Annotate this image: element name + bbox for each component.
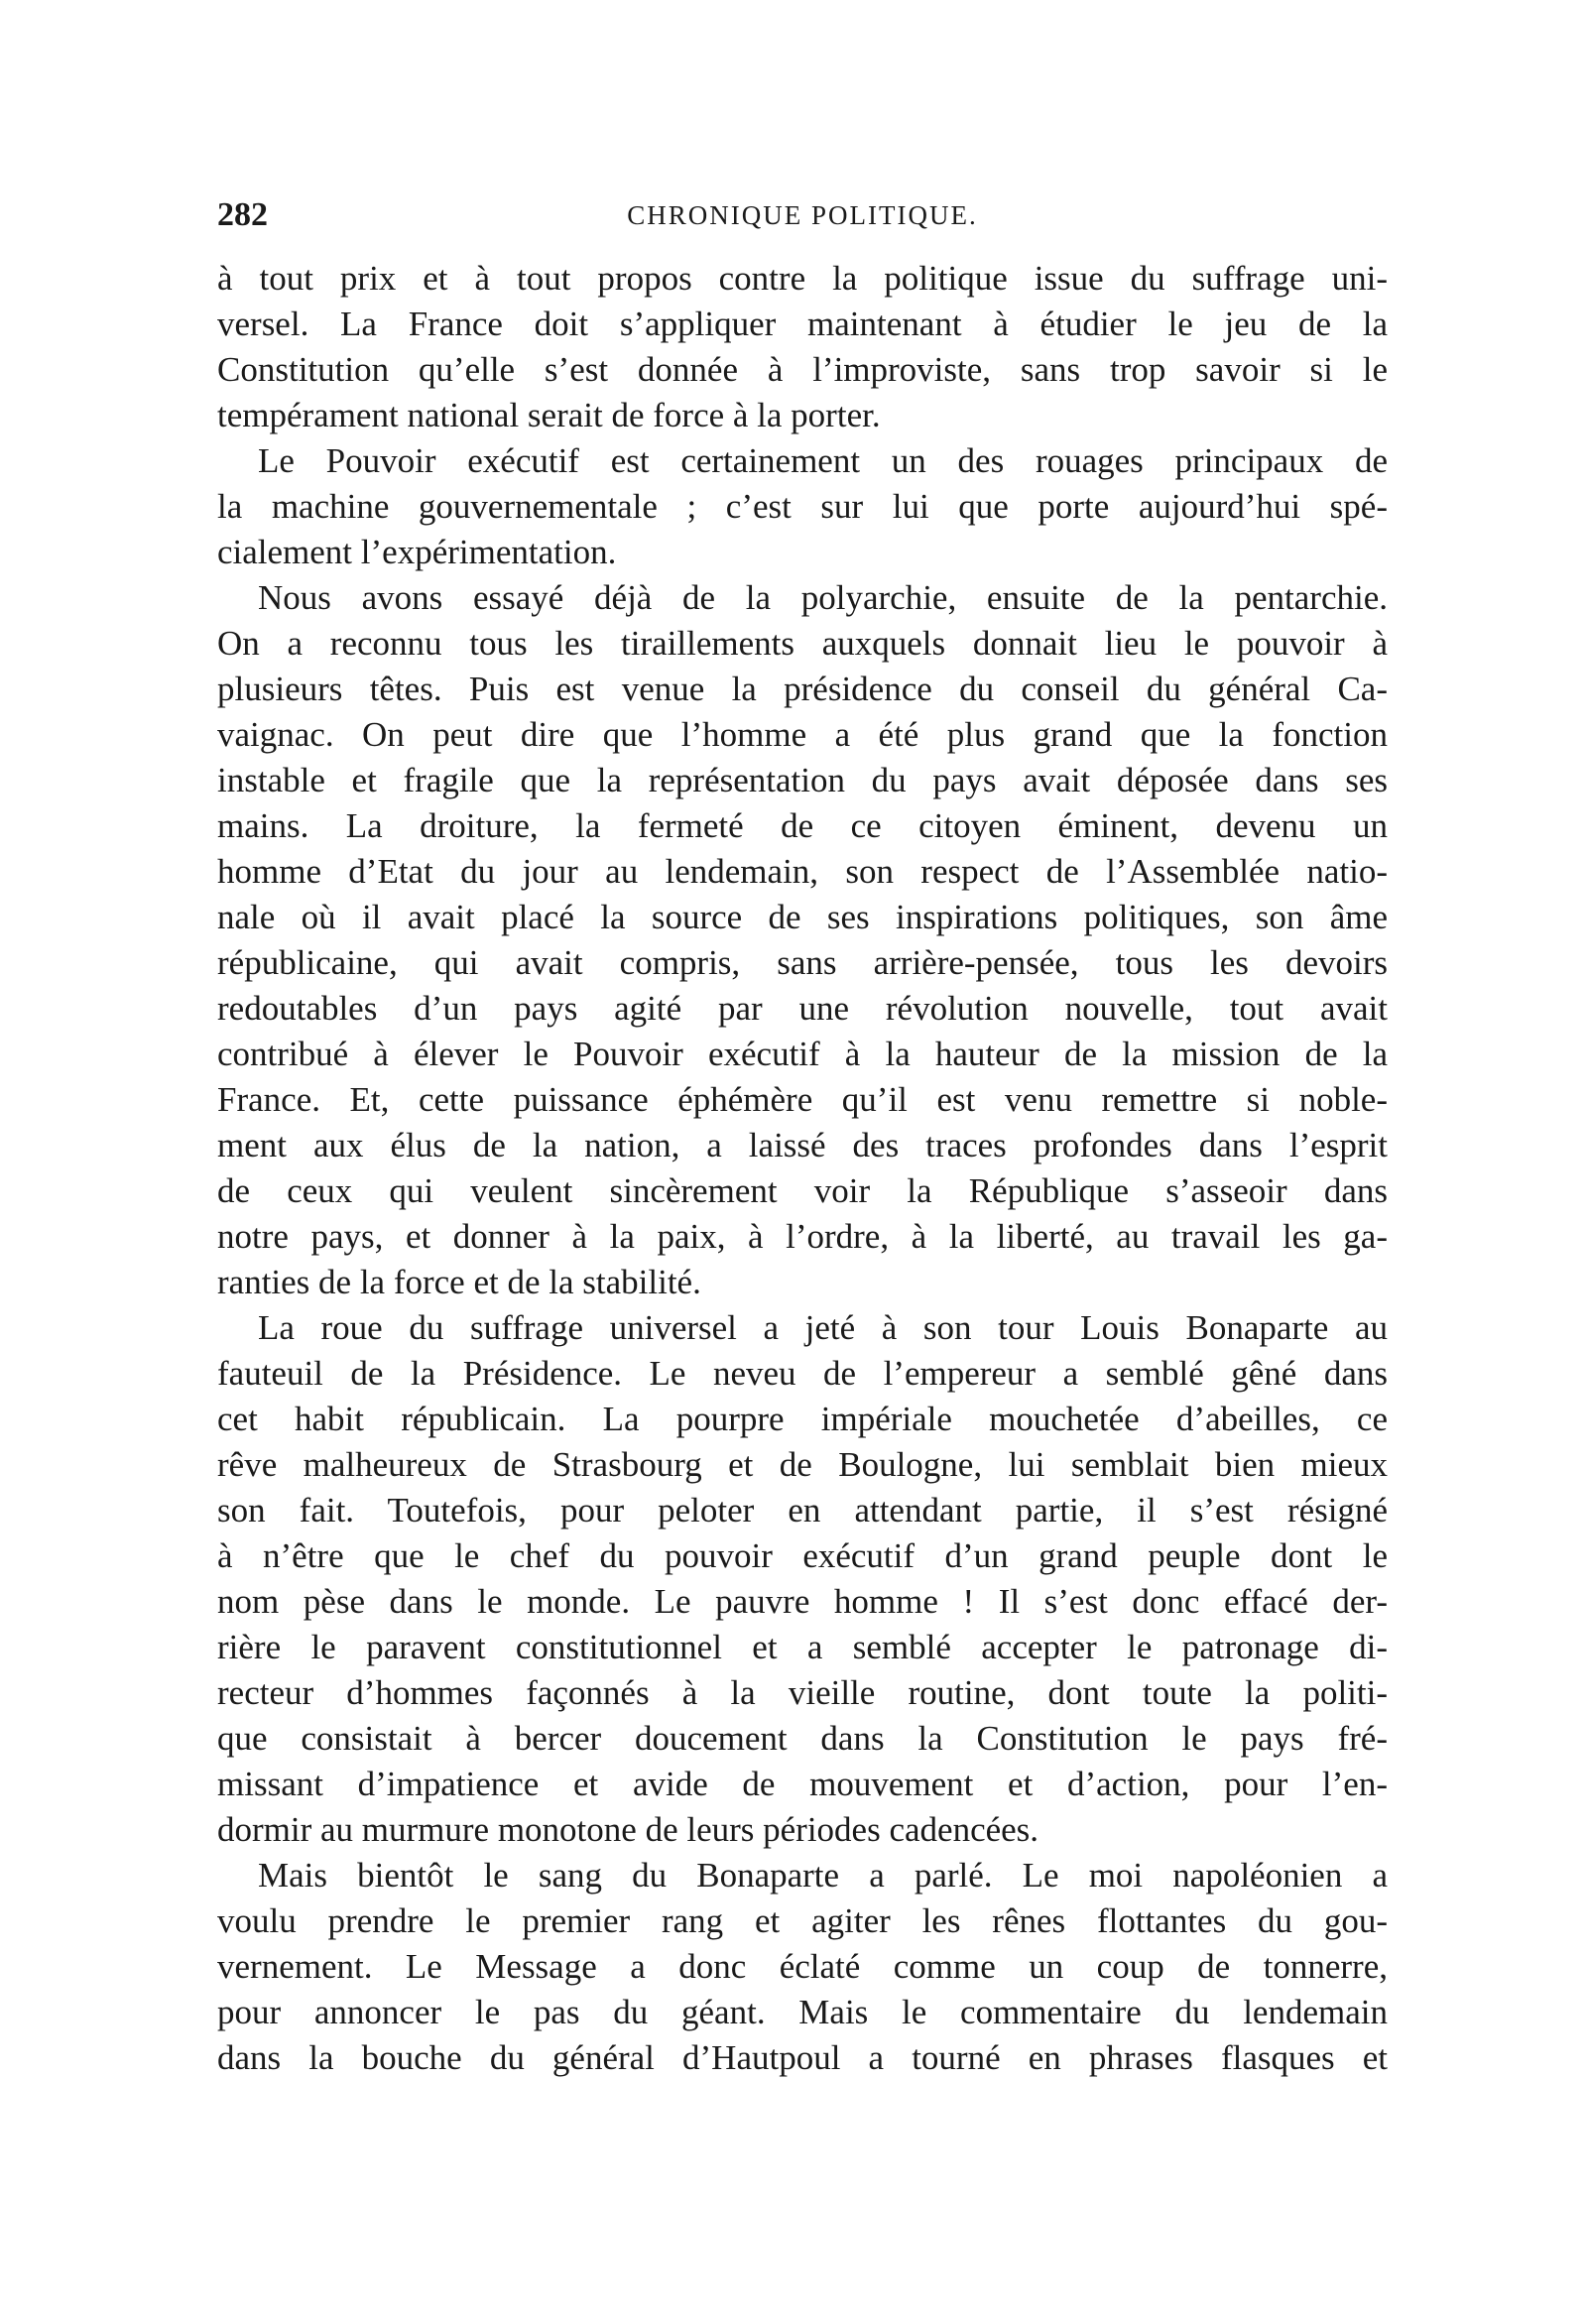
text-line: dans la bouche du général d’Hautpoul a tourné en phrases flasques et xyxy=(217,2038,1388,2077)
text-line: homme d’Etat du jour au lendemain, son respect de l’Assemblée natio- xyxy=(217,852,1388,891)
text-line: dormir au murmure monotone de leurs périodes cadencées. xyxy=(217,1810,1039,1849)
text-line: La roue du suffrage universel a jeté à son tour Louis Bonaparte au xyxy=(258,1308,1388,1347)
text-line: rêve malheureux de Strasbourg et de Boulogne, lui semblait bien mieux xyxy=(217,1445,1388,1484)
text-line: Constitution qu’elle s’est donnée à l’improviste, sans trop savoir si le xyxy=(217,350,1388,389)
text-line: ranties de la force et de la stabilité. xyxy=(217,1263,701,1301)
text-line: rière le paravent constitutionnel et a semblé accepter le patronage di- xyxy=(217,1628,1388,1666)
text-line: notre pays, et donner à la paix, à l’ordre, à la liberté, au travail les ga- xyxy=(217,1217,1388,1256)
text-line: versel. La France doit s’appliquer maintenant à étudier le jeu de la xyxy=(217,305,1388,343)
text-line: missant d’impatience et avide de mouvement et d’action, pour l’en- xyxy=(217,1765,1388,1803)
text-line: France. Et, cette puissance éphémère qu’il est venu remettre si noble- xyxy=(217,1080,1388,1119)
text-line: mains. La droiture, la fermeté de ce citoyen éminent, devenu un xyxy=(217,806,1388,845)
text-line: pour annoncer le pas du géant. Mais le commentaire du lendemain xyxy=(217,1993,1388,2031)
page-number: 282 xyxy=(217,196,268,233)
page-header xyxy=(217,196,1388,236)
text-line: Le Pouvoir exécutif est certainement un des rouages principaux de xyxy=(258,441,1388,480)
text-line: redoutables d’un pays agité par une révolution nouvelle, tout avait xyxy=(217,989,1388,1028)
text-line: ment aux élus de la nation, a laissé des traces profondes dans l’esprit xyxy=(217,1126,1388,1164)
text-line: à tout prix et à tout propos contre la politique issue du suffrage uni- xyxy=(217,259,1388,298)
text-line: nom pèse dans le monde. Le pauvre homme ! Il s’est donc effacé der- xyxy=(217,1582,1388,1621)
text-line: On a reconnu tous les tiraillements auxquels donnait lieu le pouvoir à xyxy=(217,624,1388,663)
text-line: recteur d’hommes façonnés à la vieille routine, dont toute la politi- xyxy=(217,1673,1388,1712)
text-line: contribué à élever le Pouvoir exécutif à la hauteur de la mission de la xyxy=(217,1035,1388,1073)
body-text xyxy=(217,256,1388,2081)
text-line: républicaine, qui avait compris, sans arrière-pensée, tous les devoirs xyxy=(217,943,1388,982)
running-title: CHRONIQUE POLITIQUE. xyxy=(627,200,978,230)
text-line: instable et fragile que la représentation du pays avait déposée dans ses xyxy=(217,761,1388,799)
text-line: Mais bientôt le sang du Bonaparte a parlé. Le moi napoléonien a xyxy=(258,1856,1388,1895)
text-line: que consistait à bercer doucement dans la Constitution le pays fré- xyxy=(217,1719,1388,1758)
text-line: nale où il avait placé la source de ses inspirations politiques, son âme xyxy=(217,898,1388,936)
text-line: cialement l’expérimentation. xyxy=(217,533,617,571)
text-line: Nous avons essayé déjà de la polyarchie, ensuite de la pentarchie. xyxy=(258,578,1388,617)
text-line: plusieurs têtes. Puis est venue la présidence du conseil du général Ca- xyxy=(217,670,1388,708)
text-line: tempérament national serait de force à la porter. xyxy=(217,396,881,434)
text-line: son fait. Toutefois, pour peloter en attendant partie, il s’est résigné xyxy=(217,1491,1388,1529)
text-line: fauteuil de la Présidence. Le neveu de l’empereur a semblé gêné dans xyxy=(217,1354,1388,1393)
text-line: vernement. Le Message a donc éclaté comme un coup de tonnerre, xyxy=(217,1947,1388,1986)
text-line: de ceux qui veulent sincèrement voir la République s’asseoir dans xyxy=(217,1171,1388,1210)
text-line: à n’être que le chef du pouvoir exécutif d’un grand peuple dont le xyxy=(217,1536,1388,1575)
text-line: voulu prendre le premier rang et agiter les rênes flottantes du gou- xyxy=(217,1901,1388,1940)
text-line: la machine gouvernementale ; c’est sur lui que porte aujourd’hui spé- xyxy=(217,487,1388,526)
text-line: vaignac. On peut dire que l’homme a été plus grand que la fonction xyxy=(217,715,1388,754)
text-line: cet habit républicain. La pourpre impériale mouchetée d’abeilles, ce xyxy=(217,1400,1388,1438)
